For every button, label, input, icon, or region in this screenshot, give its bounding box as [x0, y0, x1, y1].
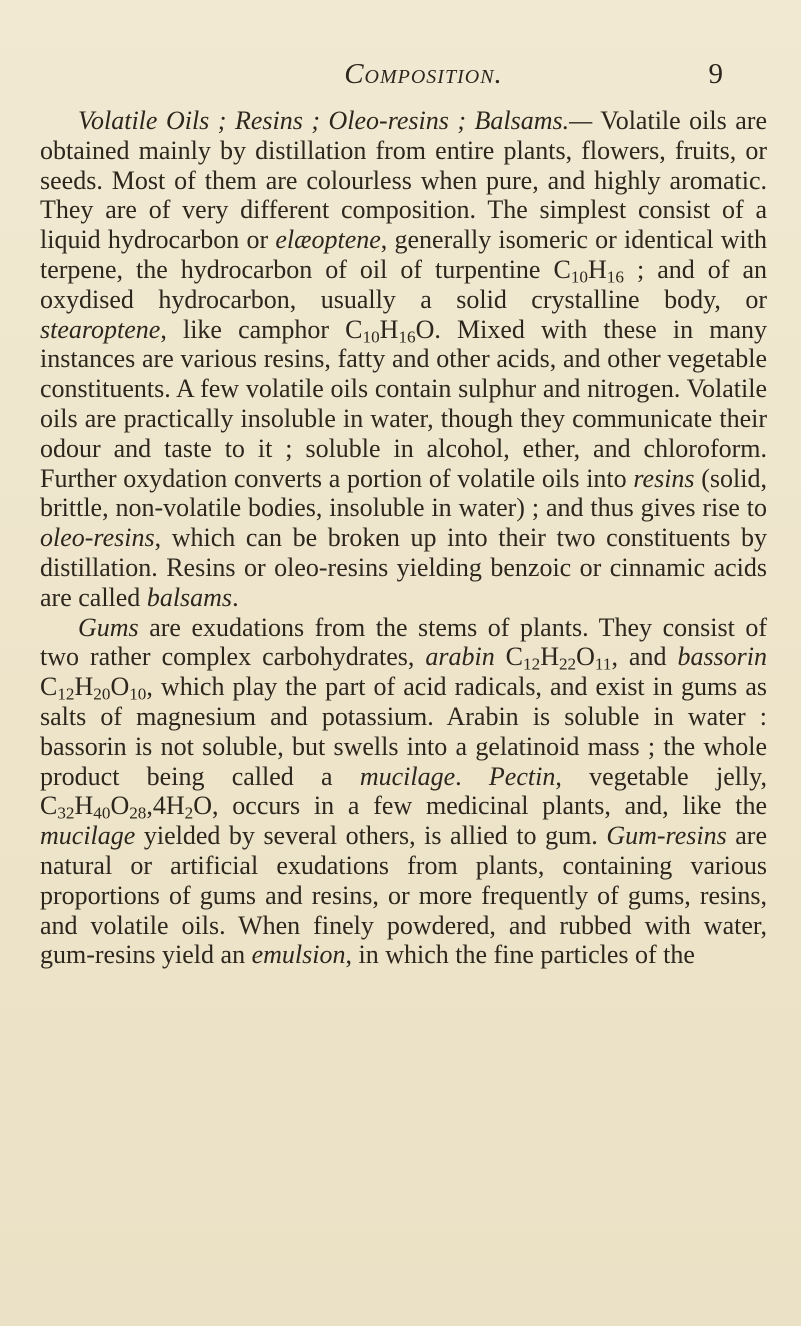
- text-run: (solid, brittle, non-volatile bodies, insoluble in water) ; and thus gives rise to: [40, 463, 767, 523]
- text-run: , which play the part of acid radicals, and exist in gums as salts of magnesium and potassium. Arabin is soluble in water : bassorin is not soluble, but swells into a gelatinoid mass ; the whole product being called a: [40, 672, 767, 791]
- text-run: O: [110, 791, 130, 821]
- text-run: , in which the fine particles of the: [345, 940, 695, 970]
- text-run: , vegetable jelly, C: [40, 761, 767, 821]
- term-bassorin: bassorin: [677, 642, 768, 672]
- subscript: 10: [362, 326, 380, 346]
- subscript: 16: [606, 267, 624, 287]
- text-run: , generally isomeric or identical with terpene, the hydrocarbon of oil of turpentine C: [40, 225, 767, 284]
- text-run: C: [40, 672, 58, 702]
- text-run: O: [110, 672, 130, 702]
- subscript: 16: [398, 326, 416, 346]
- text-run: H: [588, 254, 607, 284]
- paragraph-gums: [40, 613, 767, 971]
- text-run: are exudations from the stems of plants. They consist of two rather complex carbohydrates,: [40, 612, 767, 672]
- subscript: 32: [57, 803, 75, 823]
- subscript: 12: [523, 654, 541, 674]
- term-oleo-resins: oleo-resins: [40, 523, 155, 553]
- text-run: , and: [611, 642, 678, 672]
- text-run: , like camphor C: [160, 314, 363, 344]
- text-run: ,4H: [146, 791, 185, 821]
- running-head: [40, 58, 767, 106]
- term-resins: resins: [633, 463, 695, 493]
- text-run: are natural or artificial exudations from plants, containing various proportions of gums and resins, or more frequently of gums, resins, and volatile oils. When finely powdered, and rubbed with water, gum-resins yield an: [40, 821, 767, 970]
- text-run: H: [540, 642, 559, 672]
- term-gum-resins: Gum-resins: [606, 821, 727, 851]
- text-run: ; and of an oxydised hydrocarbon, usually a solid crystalline body, or: [40, 254, 767, 314]
- text-run: Volatile oils are obtained mainly by distillation from entire plants, flowers, fruits, or seeds. Most of them are colourless when pure, and highly aromatic. They are of very different composition. The simplest consist of a liquid hydrocarbon or: [40, 106, 767, 255]
- text-run: H: [74, 791, 94, 821]
- text-run: H: [74, 672, 94, 702]
- subscript: 20: [93, 684, 111, 704]
- page-number: 9: [708, 58, 723, 90]
- term-balsams: balsams: [146, 582, 233, 612]
- text-run: O: [576, 642, 595, 672]
- term-gums: Gums: [78, 612, 139, 642]
- subscript: 40: [93, 803, 111, 823]
- paragraph-volatile-oils: [40, 106, 767, 613]
- text-run: H: [379, 314, 399, 344]
- subscript: 11: [594, 654, 612, 674]
- subscript: 22: [558, 654, 577, 674]
- subscript: 10: [570, 267, 588, 287]
- subscript: 12: [57, 684, 75, 704]
- subscript: 10: [129, 684, 147, 704]
- text-run: O. Mixed with these in many instances are various resins, fatty and other acids, and other vegetable constituents. A few volatile oils contain sulphur and nitrogen. Volatile oils are practically insoluble in water, though they communicate their odour and taste to it ; soluble in alcohol, ether, and chloroform. Further oxydation converts a portion of volatile oils into: [40, 314, 767, 493]
- subscript: 28: [129, 803, 147, 823]
- text-run: yielded by several others, is allied to gum.: [135, 821, 607, 851]
- term-elaeoptene: elæoptene: [275, 225, 381, 255]
- term-pectin: Pectin: [488, 761, 556, 791]
- text-run: .: [455, 761, 489, 791]
- term-emulsion: emulsion: [251, 940, 346, 970]
- text-run: , which can be broken up into their two constituents by distillation. Resins or oleo-resins yielding benzoic or cinnamic acids are called: [40, 523, 767, 612]
- running-title: Composition.: [344, 58, 503, 90]
- term-mucilage: mucilage: [359, 761, 456, 791]
- subscript: 2: [184, 803, 194, 823]
- term-stearoptene: stearoptene: [40, 314, 161, 344]
- text-run: .: [232, 582, 239, 612]
- text-run: O, occurs in a few medicinal plants, and, like the: [193, 791, 767, 821]
- section-heading: Volatile Oils ; Resins ; Oleo-resins ; Balsams.—: [78, 106, 593, 135]
- term-mucilage: mucilage: [40, 821, 136, 851]
- text-run: C: [494, 642, 524, 672]
- term-arabin: arabin: [425, 642, 495, 672]
